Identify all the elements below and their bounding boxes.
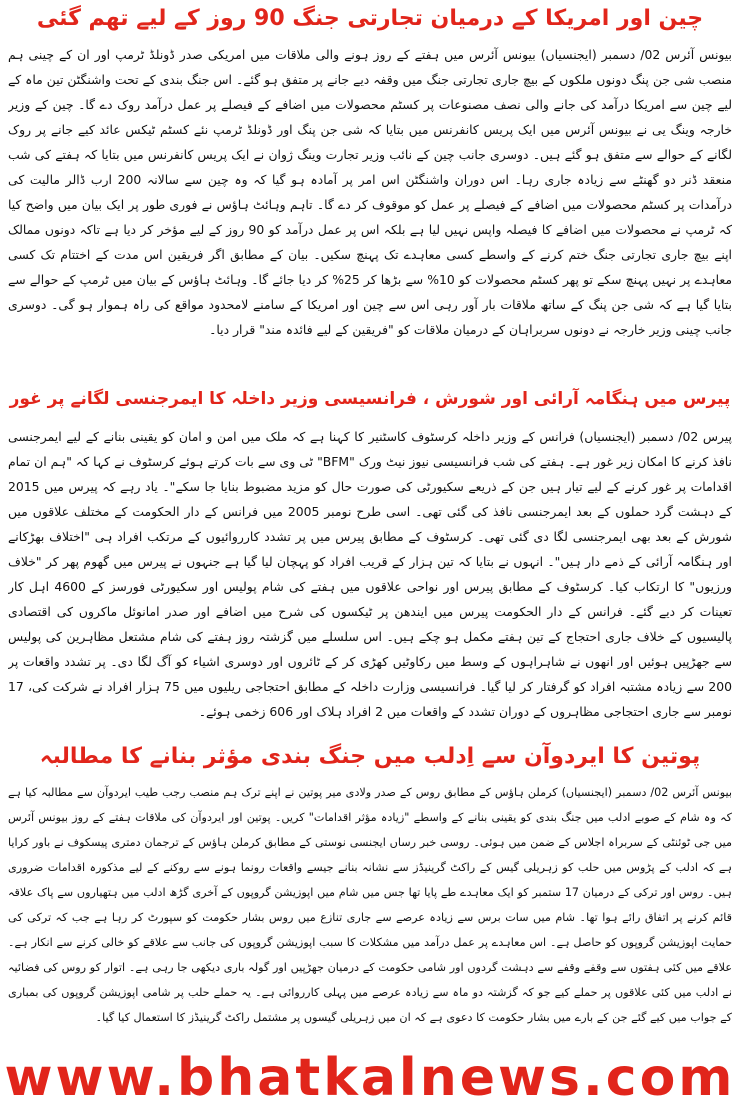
- website-footer: www.bhatkalnews.com: [4, 1048, 736, 1108]
- article-3-body: بیونس آئرس 02/ دسمبر (ایجنسیاں) کرملن ہاؤس کے مطابق روس کے صدر ولادی میر پوتین نے اپنے ترک ہم منصب رجب طیب ایردوآن سے مطالبہ کیا ہے کہ وہ شام کے صوبے ادلب میں جنگ بندی کو یقینی بنانے کے واسطے "زیادہ مؤثر اقدامات" کریں۔ پوتین اور ایردوآن کی ملاقات ہفتے کے روز بیونس آئرس میں جی ٹوئنٹی کے سربراہ اجلاس کے ضمن میں ہوئی۔ روسی خبر رساں ایجنسی نوستی کے مطابق کرملن ہاؤس کے ترجمان دمتری پیسکوف نے باور کرایا ہے کہ ادلب کے پڑوس میں حلب کو زہریلی گیس کے راکٹ گرینیڈز سے نشانہ بنانے جیسے واقعات رونما ہونے سے روکنے کے لیے مذکورہ اقدامات ضروری ہیں۔ روس اور ترکی کے درمیان 17 ستمبر کو ایک معاہدے طے پایا تھا جس میں شام میں اپوزیشن گروپوں کے آخری گڑھ ادلب میں ہتھیاروں سے پاک علاقہ قائم کرنے پر اتفاق رائے ہوا تھا۔ شام میں سات برس سے زیادہ عرصے سے جاری تنازع میں روس بشار حکومت کو سپورٹ کر رہا ہے جب کہ ترکی کی حمایت اپوزیشن گروپوں کو حاصل ہے۔ اس معاہدے پر عمل درآمد میں مشکلات کا سبب اپوزیشن گروپوں کی جانب سے علاقے کو خالی کرنے سے انکار ہے۔ علاقے میں کئی ہفتوں سے وقفے وقفے سے دہشت گردوں اور شامی حکومت کے درمیان جھڑپیں اور گولہ باری دیکھی جا رہی ہے۔ اتوار کو روس کی فضائیہ نے ادلب میں کئی علاقوں پر حملے کیے جو کہ گزشتہ دو ماہ سے زیادہ عرصے میں پہلی کارروائی ہے۔ یہ حملے حلب پر شامی اپوزیشن گروپوں کی بمباری کے جواب میں کیے گئے جن کے بارے میں بشار حکومت کا دعوی ہے کہ ان میں زہریلی گیسوں پر مشتمل راکٹ گرینیڈز کا استعمال کیا گیا۔: [8, 786, 732, 1024]
- article-1-body: بیونس آئرس 02/ دسمبر (ایجنسیاں) بیونس آئرس میں ہفتے کے روز ہونے والی ملاقات میں امریکی صدر ڈونلڈ ٹرمپ اور ان کے چینی ہم منصب شی جن پنگ دونوں ملکوں کے بیچ جاری تجارتی جنگ میں وقفہ دیے جانے پر متفق ہو گئے۔ اس جنگ بندی کے تحت واشنگٹن تین ماہ کے لیے چین سے امریکا درآمد کی جانے والی نصف مصنوعات پر کسٹم محصولات میں اضافے کے فیصلے پر عمل درآمد روک دے گا۔ چین کے وزیر خارجہ وینگ یی نے بیونس آئرس میں ایک پریس کانفرنس میں بتایا کہ شی جن پنگ اور ڈونلڈ ٹرمپ نئے کسٹم ٹیکس عائد کیے جانے پر روک لگانے کے حوالے سے متفق ہو گئے ہیں۔ دوسری جانب چین کے نائب وزیر تجارت وینگ ژوان نے ایک پریس کانفرنس میں بتایا کہ ہفتے کی شب منعقد ڈنر دو گھنٹے سے زیادہ جاری رہا۔ اس دوران واشنگٹن اس امر پر آمادہ ہو گیا کہ وہ چین سے سالانہ 200 ارب ڈالر مالیت کی درآمدات پر کسٹم محصولات میں اضافے کے فیصلے پر عمل کو موقوف کر دے گا۔ تاہم وہائٹ ہاؤس نے فوری طور پر ایک بیان میں واضح کیا کہ ٹرمپ نے محصولات میں اضافے کا فیصلہ واپس نہیں لیا ہے بلکہ اس پر عمل درآمد کو 90 روز کے لیے مؤخر کر دیا ہے تاکہ دونوں ممالک اپنے بیچ جاری تجارتی جنگ ختم کرنے کے واسطے کسی معاہدے تک پہنچ سکیں۔ بیان کے مطابق اگر فریقین اس مدت کے اختتام تک کسی معاہدے پر نہیں پہنچ سکے تو پھر کسٹم محصولات کو 10% سے بڑھا کر 25% کر دیا جائے گا۔ وہائٹ ہاؤس کے بیان میں ٹرمپ کے حوالے سے بتایا گیا ہے کہ شی جن پنگ کے ساتھ ملاقات بار آور رہی اس سے چین اور امریکا کے سامنے لامحدود مواقع کی راہ ہموار ہو گی۔ دوسری جانب چینی وزیر خارجہ نے دونوں سربراہان کے درمیان ملاقات کو "فریقین کے لیے فائدہ مند" قرار دیا۔: [8, 47, 732, 337]
- article-3-headline: پوتین کا ایردوآن سے اِدلب میں جنگ بندی مؤثر بنانے کا مطالبہ: [39, 744, 701, 769]
- article-2-body: پیرس 02/ دسمبر (ایجنسیاں) فرانس کے وزیر داخلہ کرسٹوف کاسٹنیر کا کہنا ہے کہ ملک میں امن و امان کو یقینی بنانے کے لیے ایمرجنسی نافذ کرنے کا امکان زیر غور ہے۔ ہفتے کی شب فرانسیسی نیوز نیٹ ورک "BFM" ٹی وی سے بات کرتے ہوئے کرسٹوف نے کہا کہ "ہم ان تمام اقدامات پر غور کرنے کے لیے تیار ہیں جن کے ذریعے سکیورٹی کی صورت حال کو مزید مضبوط بنایا جا سکے"۔ یاد رہے کہ پیرس میں 2015 کے دہشت گرد حملوں کے بعد ایمرجنسی نافذ کی گئی تھی۔ اسی طرح نومبر 2005 میں فرانس کے دار الحکومت کے مختلف علاقوں میں شورش کے بعد بھی ایمرجنسی لگا دی گئی تھی۔ کرسٹوف کے مطابق پیرس میں پر تشدد کارروائیوں کے مرتکب افراد ہی "اختلاف بھڑکانے اور ہنگامہ آرائی کے ذمے دار ہیں"۔ انہوں نے بتایا کہ تین ہزار کے قریب افراد کو پہچان لیا گیا ہے جنہوں نے پیرس میں گھوم پھر کر "خلاف ورزیوں" کا ارتکاب کیا۔ کرسٹوف کے مطابق پیرس اور نواحی علاقوں میں ہفتے کی شام پولیس اور سکیورٹی فورسز کے 4600 اہل کار تعینات کر دیے گئے۔ فرانس کے دار الحکومت پیرس میں ایندھن پر ٹیکسوں کی شرح میں اضافے اور صدر امانوئل ماکروں کی اقتصادی پالیسیوں کے خلاف جاری احتجاج کے تین ہفتے مکمل ہو چکے ہیں۔ اس سلسلے میں گزشتہ روز ہفتے کی شام مشتعل مظاہرین کی پولیس سے جھڑپیں ہوئیں اور انھوں نے شاہراہوں کے وسط میں رکاوٹیں کھڑی کر کے ٹائروں اور دوسری اشیاء کو آگ لگا دی۔ پر تشدد واقعات پر 200 سے زیادہ مشتبہ افراد کو گرفتار کر لیا گیا۔ فرانسیسی وزارت داخلہ کے مطابق احتجاجی ریلیوں میں 75 ہزار افراد نے شرکت کی، 17 نومبر سے جاری احتجاجی مظاہروں کے دوران تشدد کے واقعات میں 2 افراد ہلاک اور 606 زخمی ہوئے۔: [8, 429, 732, 719]
- article-1-headline: چین اور امریکا کے درمیان تجارتی جنگ 90 روز کے لیے تھم گئی: [36, 6, 704, 31]
- article-2-headline: پیرس میں ہنگامہ آرائی اور شورش ، فرانسیسی وزیر داخلہ کا ایمرجنسی لگانے پر غور: [9, 389, 731, 409]
